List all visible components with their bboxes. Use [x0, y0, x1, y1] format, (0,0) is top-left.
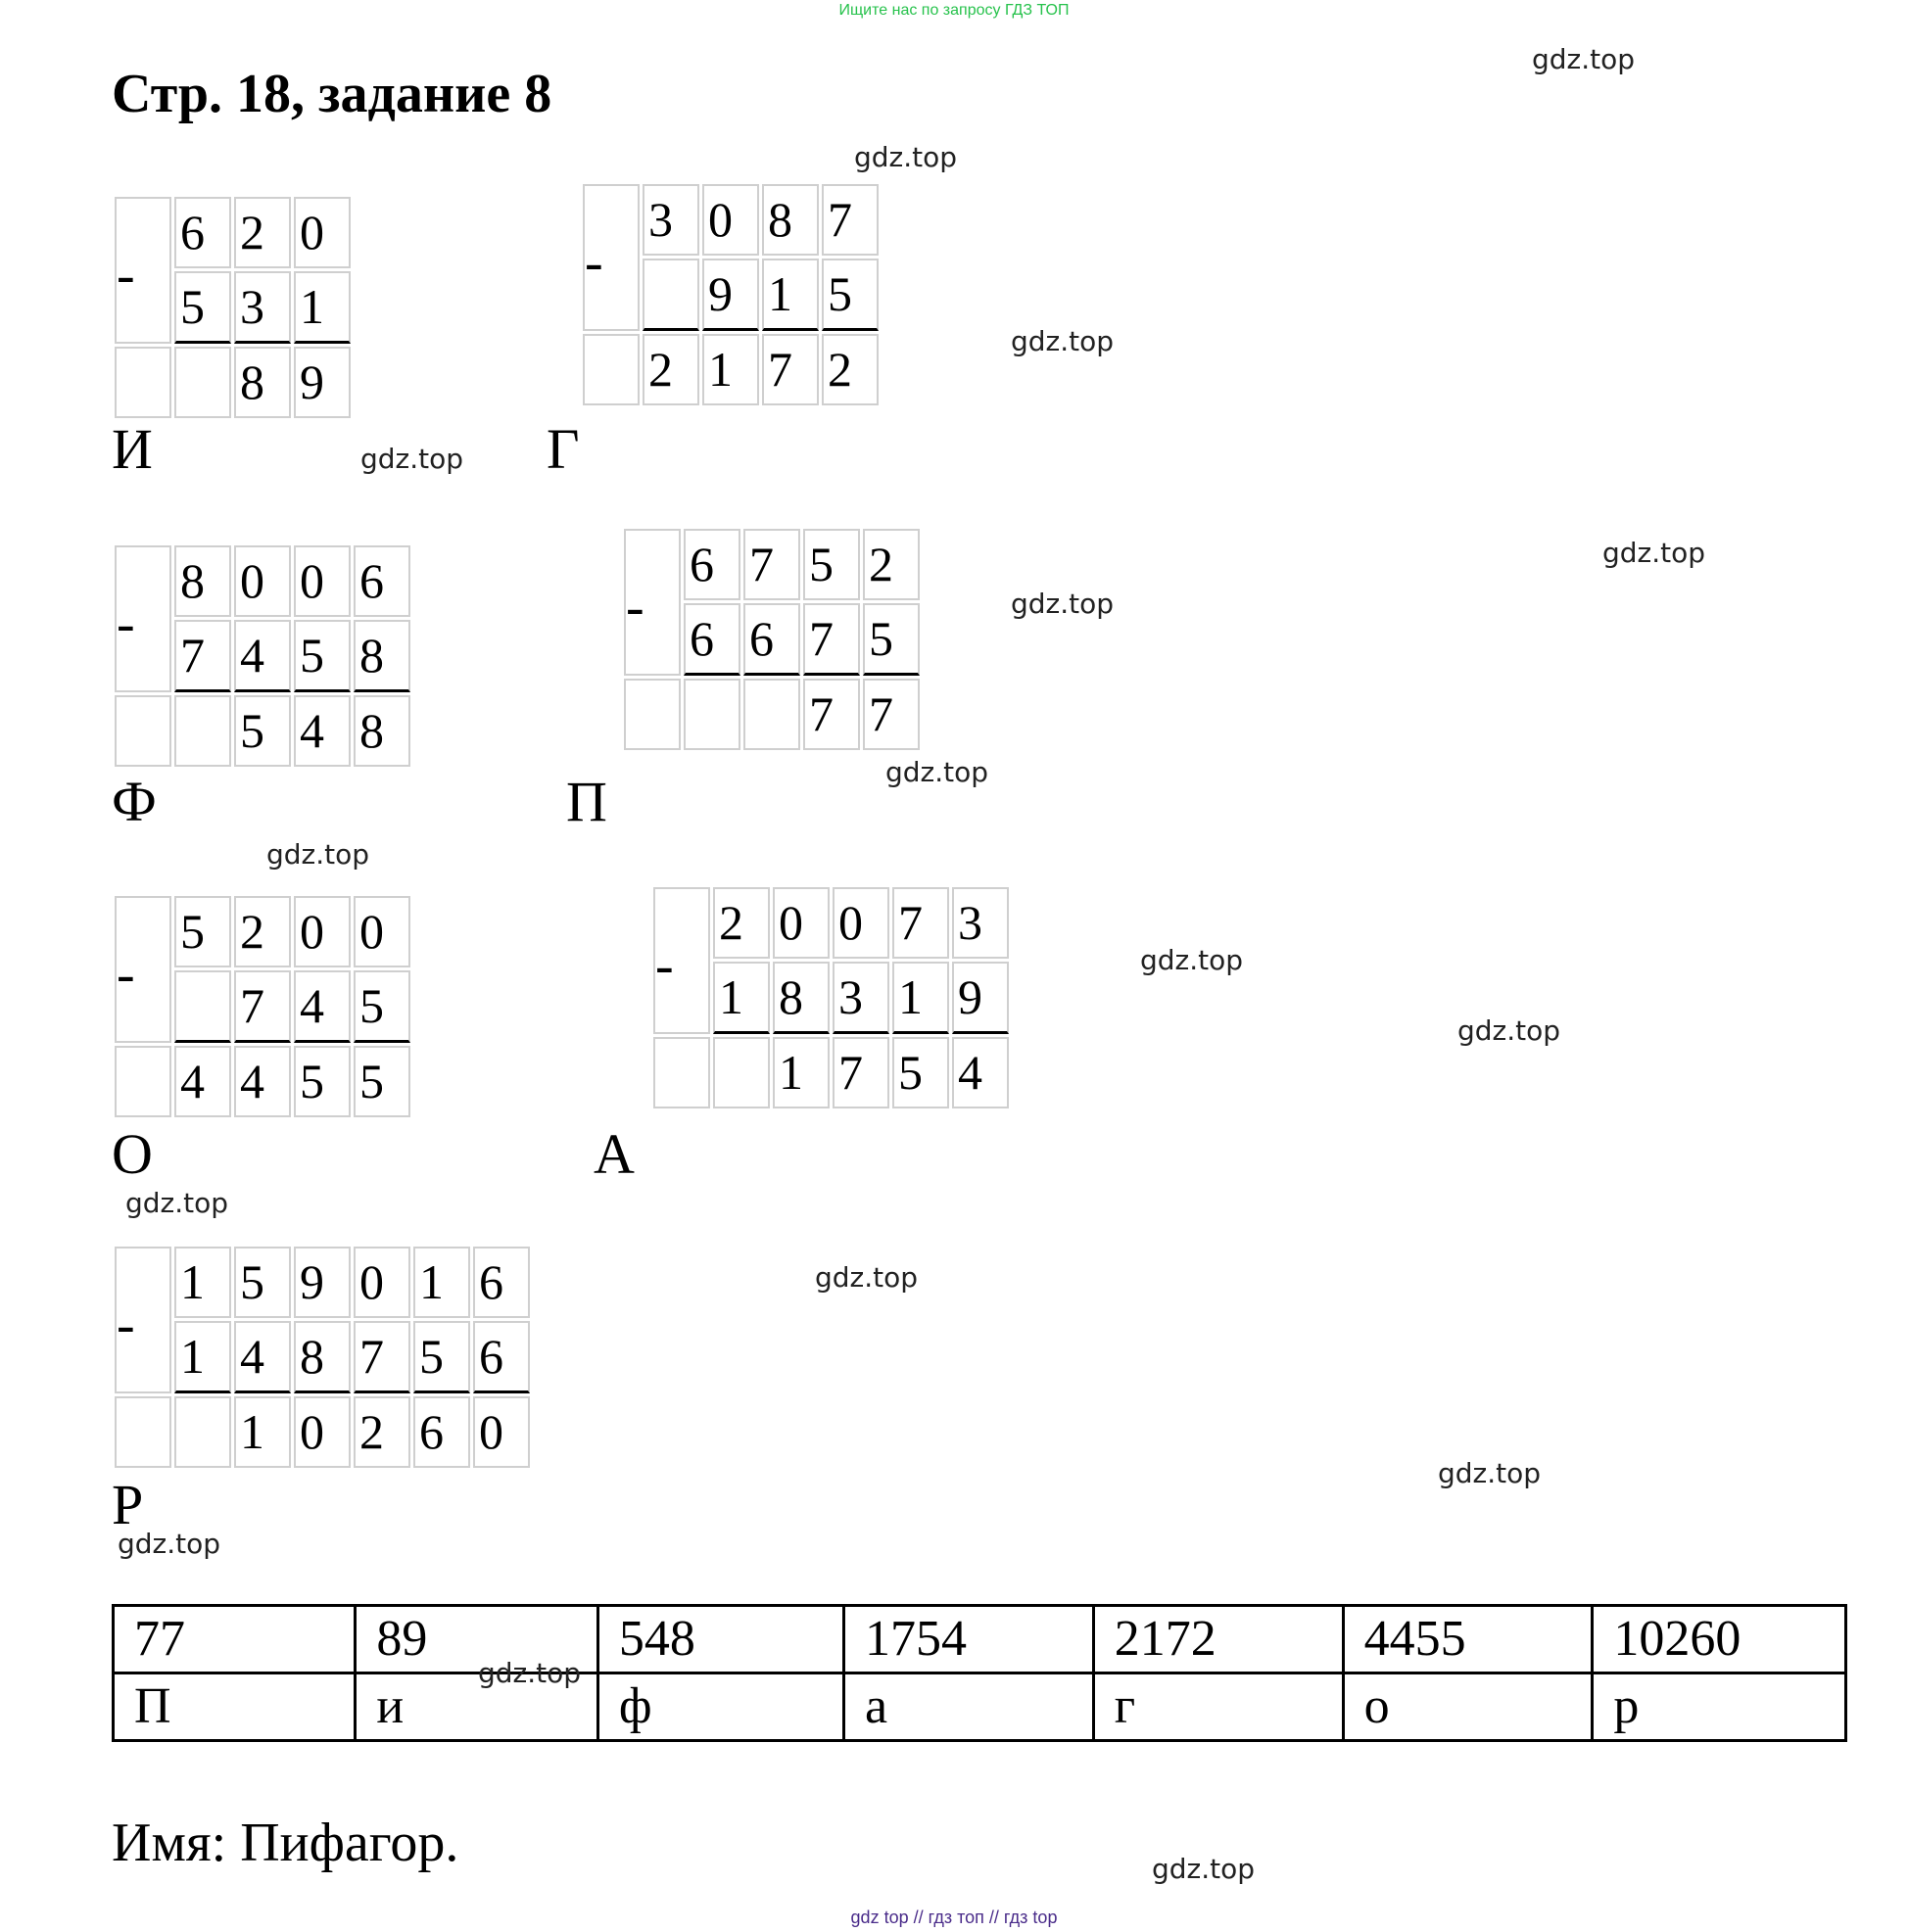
watermark: gdz.top: [1011, 588, 1115, 620]
answer-letter-cell: П: [114, 1673, 356, 1741]
digit-cell: 5: [234, 695, 291, 767]
empty-cell: [115, 347, 171, 418]
minus-sign-cell: [115, 197, 171, 344]
answer-name-line: Имя: Пифагор.: [112, 1813, 459, 1873]
digit-cell: 4: [174, 1046, 231, 1117]
digit-cell: 5: [822, 259, 879, 331]
watermark: gdz.top: [1140, 944, 1244, 976]
top-banner[interactable]: Ищите нас по запросу ГДЗ ТОП: [838, 2, 1070, 19]
answer-number-cell: 548: [597, 1606, 843, 1673]
digit-cell: 7: [892, 887, 949, 959]
digit-cell: 0: [702, 184, 759, 256]
subtraction-problem-i: [112, 194, 354, 421]
digit-cell: 0: [294, 197, 351, 268]
digit-cell: 4: [952, 1037, 1009, 1108]
watermark: gdz.top: [1457, 1014, 1561, 1047]
digit-cell: 0: [294, 1396, 351, 1468]
watermark: gdz.top: [1602, 537, 1706, 569]
watermark: gdz.top: [1438, 1457, 1542, 1489]
digit-cell: 6: [743, 603, 800, 676]
minus-sign: -: [117, 593, 135, 654]
digit-cell: 8: [773, 962, 830, 1034]
digit-cell: 3: [234, 271, 291, 344]
digit-cell: 9: [294, 1247, 351, 1318]
minus-sign: -: [655, 935, 674, 996]
digit-cell: 7: [863, 679, 920, 750]
digit-cell: 7: [234, 970, 291, 1043]
digit-cell: [643, 259, 699, 331]
digit-cell: 7: [354, 1321, 410, 1393]
digit-cell: [713, 1037, 770, 1108]
answer-letters-row: [114, 1673, 1846, 1741]
digit-cell: 7: [803, 679, 860, 750]
digit-cell: 0: [354, 896, 410, 967]
minus-sign-cell: [115, 545, 171, 692]
subtraction-problem-p: [621, 526, 923, 753]
digit-cell: 1: [713, 962, 770, 1034]
answer-number-cell: 10260: [1593, 1606, 1846, 1673]
minus-sign: -: [117, 245, 135, 306]
subtraction-problem-g: [580, 181, 882, 408]
digit-cell: 0: [833, 887, 889, 959]
digit-cell: [174, 347, 231, 418]
digit-cell: [684, 679, 740, 750]
digit-cell: 1: [773, 1037, 830, 1108]
watermark: gdz.top: [118, 1528, 221, 1560]
digit-cell: 8: [354, 695, 410, 767]
digit-cell: 5: [234, 1247, 291, 1318]
answer-letter-cell: г: [1093, 1673, 1343, 1741]
digit-cell: 5: [354, 1046, 410, 1117]
digit-cell: 2: [643, 334, 699, 405]
minus-sign-cell: [624, 529, 681, 676]
digit-cell: 1: [294, 271, 351, 344]
answer-letter-cell: а: [843, 1673, 1093, 1741]
digit-cell: 0: [294, 896, 351, 967]
minus-sign-cell: [115, 1247, 171, 1393]
digit-cell: 2: [863, 529, 920, 600]
digit-cell: 5: [892, 1037, 949, 1108]
problem-letter-g: Г: [547, 417, 580, 481]
problem-letter-r: Р: [112, 1473, 144, 1536]
subtraction-problem-r: [112, 1244, 533, 1471]
empty-cell: [115, 695, 171, 767]
answer-number-cell: 4455: [1343, 1606, 1593, 1673]
digit-cell: 4: [234, 1321, 291, 1393]
subtraction-problem-f: [112, 542, 413, 770]
digit-cell: 8: [174, 545, 231, 617]
digit-cell: 7: [803, 603, 860, 676]
digit-cell: 5: [803, 529, 860, 600]
problem-letter-a: А: [594, 1122, 635, 1186]
digit-cell: 6: [354, 545, 410, 617]
digit-cell: 3: [952, 887, 1009, 959]
answer-numbers-row: [114, 1606, 1846, 1673]
digit-cell: 3: [833, 962, 889, 1034]
problem-letter-o: О: [112, 1122, 153, 1186]
digit-cell: [174, 970, 231, 1043]
digit-cell: 1: [413, 1247, 470, 1318]
answer-letter-cell: о: [1343, 1673, 1593, 1741]
digit-cell: 2: [354, 1396, 410, 1468]
digit-cell: 7: [822, 184, 879, 256]
empty-cell: [583, 334, 640, 405]
digit-cell: 9: [952, 962, 1009, 1034]
watermark: gdz.top: [1152, 1853, 1256, 1885]
answer-number-cell: 77: [114, 1606, 356, 1673]
digit-cell: 0: [354, 1247, 410, 1318]
digit-cell: 4: [234, 1046, 291, 1117]
digit-cell: 4: [234, 620, 291, 692]
problem-letter-i: И: [112, 417, 153, 481]
digit-cell: 5: [354, 970, 410, 1043]
digit-cell: 2: [822, 334, 879, 405]
digit-cell: 6: [473, 1321, 530, 1393]
digit-cell: 7: [174, 620, 231, 692]
digit-cell: 7: [743, 529, 800, 600]
digit-cell: 6: [473, 1247, 530, 1318]
digit-cell: 1: [234, 1396, 291, 1468]
digit-cell: 1: [892, 962, 949, 1034]
digit-cell: 8: [762, 184, 819, 256]
minus-sign: -: [117, 944, 135, 1005]
digit-cell: 5: [174, 896, 231, 967]
digit-cell: 1: [702, 334, 759, 405]
digit-cell: 5: [294, 1046, 351, 1117]
digit-cell: 5: [294, 620, 351, 692]
digit-cell: 8: [234, 347, 291, 418]
digit-cell: 1: [762, 259, 819, 331]
digit-cell: 0: [294, 545, 351, 617]
digit-cell: 6: [684, 529, 740, 600]
subtraction-problem-o: [112, 893, 413, 1120]
minus-sign: -: [117, 1295, 135, 1355]
answer-number-cell: 2172: [1093, 1606, 1343, 1673]
digit-cell: 7: [833, 1037, 889, 1108]
watermark: gdz.top: [1011, 325, 1115, 357]
digit-cell: 0: [473, 1396, 530, 1468]
answer-letter-cell: ф: [597, 1673, 843, 1741]
watermark: gdz.top: [815, 1261, 919, 1294]
answer-letter-cell: р: [1593, 1673, 1846, 1741]
answer-letter-cell: и: [356, 1673, 597, 1741]
empty-cell: [115, 1046, 171, 1117]
answer-number-cell: 89: [356, 1606, 597, 1673]
digit-cell: 4: [294, 695, 351, 767]
digit-cell: 1: [174, 1247, 231, 1318]
minus-sign-cell: [115, 896, 171, 1043]
digit-cell: [174, 695, 231, 767]
watermark: gdz.top: [360, 443, 464, 475]
problem-letter-p: П: [566, 770, 607, 833]
answer-table: [112, 1604, 1847, 1742]
empty-cell: [624, 679, 681, 750]
digit-cell: 7: [762, 334, 819, 405]
subtraction-problem-a: [650, 884, 1012, 1111]
watermark: gdz.top: [478, 1657, 582, 1689]
digit-cell: 0: [234, 545, 291, 617]
empty-cell: [115, 1396, 171, 1468]
digit-cell: 1: [174, 1321, 231, 1393]
minus-sign: -: [585, 232, 603, 293]
watermark: gdz.top: [885, 756, 989, 788]
digit-cell: 8: [294, 1321, 351, 1393]
digit-cell: 6: [174, 197, 231, 268]
digit-cell: 0: [773, 887, 830, 959]
watermark: gdz.top: [854, 141, 958, 173]
page-title: Стр. 18, задание 8: [112, 64, 552, 124]
minus-sign-cell: [583, 184, 640, 331]
digit-cell: [174, 1396, 231, 1468]
minus-sign-cell: [653, 887, 710, 1034]
digit-cell: 2: [234, 197, 291, 268]
watermark: gdz.top: [1532, 43, 1636, 75]
digit-cell: 4: [294, 970, 351, 1043]
digit-cell: 8: [354, 620, 410, 692]
answer-number-cell: 1754: [843, 1606, 1093, 1673]
minus-sign: -: [626, 577, 644, 637]
digit-cell: 5: [413, 1321, 470, 1393]
digit-cell: 9: [702, 259, 759, 331]
footer-links[interactable]: gdz top // гдз топ // гдз top: [850, 1908, 1058, 1927]
problem-letter-f: Ф: [112, 770, 157, 833]
digit-cell: 5: [863, 603, 920, 676]
empty-cell: [653, 1037, 710, 1108]
digit-cell: 9: [294, 347, 351, 418]
watermark: gdz.top: [125, 1187, 229, 1219]
digit-cell: 2: [713, 887, 770, 959]
digit-cell: 3: [643, 184, 699, 256]
digit-cell: [743, 679, 800, 750]
digit-cell: 5: [174, 271, 231, 344]
digit-cell: 6: [413, 1396, 470, 1468]
digit-cell: 6: [684, 603, 740, 676]
watermark: gdz.top: [266, 838, 370, 871]
digit-cell: 2: [234, 896, 291, 967]
